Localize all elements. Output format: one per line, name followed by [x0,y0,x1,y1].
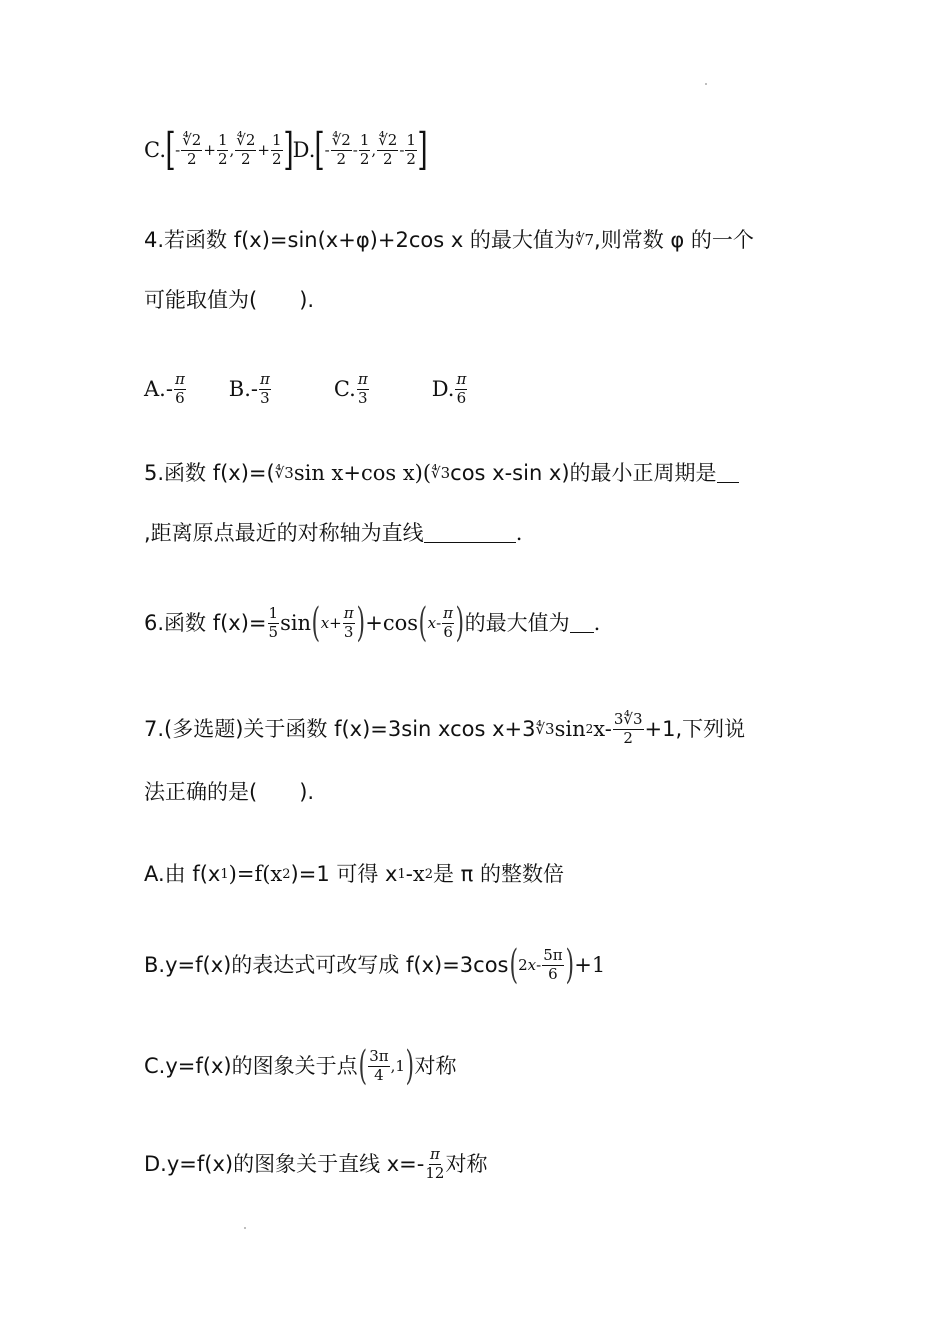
q4-text: 4.若函数 f(x)=sin(x+φ)+2cos x 的最大值为 [144,228,575,252]
q7-line1 [144,712,745,747]
q5-line2 [144,523,522,544]
fraction-1-over-2: $\frac{1}{2}$ [271,130,282,168]
fraction-root2-over-2: $\frac{∜2}{2}$ [236,130,256,168]
q5-text-1: 5.函数 f(x)=( [144,461,275,485]
fraction-1-over-5: $\frac{1}{5}$ [268,603,279,641]
minus: - [436,613,442,632]
minus: - [175,140,181,159]
bracket-close: ] [282,124,294,175]
q7-option-c: C.y=f(x)的图象关于点 ( $\frac{3\pi}{4}$ , 1 ) 对称 [144,1043,457,1089]
q7-text-2: x- [593,716,612,741]
q6-line [144,600,601,646]
q6-text-1: 6.函数 f(x)= [144,610,267,635]
paren-close: ) [455,600,465,646]
plus: + [329,613,342,632]
q4-option-b: B.- $\frac{\pi}{3}$ [228,370,270,407]
q4-option-a: A.- $\frac{\pi}{6}$ [144,370,185,407]
cos: +cos [365,610,418,635]
fraction-3root3-over-2: $\frac{3∜3}{2}$ [613,710,643,747]
paren-open: ( [418,600,428,646]
q7-option-b: B.y=f(x)的表达式可改写成 f(x)=3cos ( 2 x - $\frac{5\pi}{6}$ ) +1 [144,942,606,988]
sin: sin [554,716,586,741]
paren-open: ( [509,942,518,988]
q5-text-4: ,距离原点最近的对称轴为直线 [144,521,424,545]
minus: - [352,140,358,159]
plus: + [203,140,216,159]
paren-close: ) [565,942,574,988]
q7-option-a: A.由 f(x 1 )=f(x 2 )=1 可得 x 1 -x 2 是 π 的整数倍 [144,862,564,886]
fraction-3pi-over-4: $\frac{3\pi}{4}$ [369,1046,389,1084]
root-3: ∜3 [431,464,451,482]
bracket-open: [ [314,124,326,175]
bracket-close: ] [417,124,428,175]
q7-text-3: +1,下列说 [644,716,746,741]
speck-bottom [244,1227,246,1229]
fraction-root2-over-2: $\frac{∜2}{2}$ [331,130,351,168]
q4-text-2: 可能取值为( ). [144,288,315,312]
fraction-pi-over-3: $\frac{\pi}{3}$ [343,603,354,641]
speck-top [705,83,707,85]
q4-option-c: C. $\frac{\pi}{3}$ [333,370,368,407]
superscript-2: 2 [585,722,594,737]
option-c-label: C. [144,137,166,162]
period: . [593,610,601,635]
answer-blank-axis[interactable] [424,524,516,543]
paren-open: ( [311,600,321,646]
q6-text-2: 的最大值为 [464,610,570,635]
q4-options [144,372,510,407]
q7-option-d: D.y=f(x)的图象关于直线 x=- $\frac{\pi}{12}$ 对称 [144,1145,488,1182]
option-d-label: D. [292,137,316,162]
fraction-5pi-over-6: $\frac{5\pi}{6}$ [543,945,563,983]
q4-line2 [144,290,314,311]
paren-close: ) [405,1043,415,1089]
fraction-1-over-2: $\frac{1}{2}$ [406,130,416,168]
q5-line1 [144,463,739,484]
minus: - [399,140,405,159]
fraction-pi-over-6: $\frac{\pi}{6}$ [443,603,454,641]
minus: - [324,140,330,159]
q3-options-cd [144,124,428,175]
bracket-open: [ [165,124,176,175]
comma: , [229,140,235,159]
fraction-root2-over-2: $\frac{∜2}{2}$ [182,130,202,168]
paren-close: ) [356,600,365,646]
q5-text-2: sin x+cos x)( [293,461,432,485]
root-3: ∜3 [274,464,294,482]
fraction-1-over-2: $\frac{1}{2}$ [359,130,370,168]
sin: sin [280,610,312,635]
answer-blank-max[interactable] [570,614,594,633]
q7-text-4: 法正确的是( ). [144,780,315,804]
plus: + [257,140,270,159]
fraction-pi-over-12: $\frac{\pi}{12}$ [425,1145,445,1182]
paren-open: ( [358,1043,367,1089]
q7-text-1: 7.(多选题)关于函数 f(x)=3sin xcos x+3 [144,716,536,741]
q5-text-3: cos x-sin x)的最小正周期是 [450,461,717,485]
period: . [515,521,523,545]
fraction-1-over-2: $\frac{1}{2}$ [217,130,228,168]
q4-text-end: ,则常数 φ 的一个 [594,228,754,252]
comma: , [371,140,377,159]
fraction-root2-over-2: $\frac{∜2}{2}$ [378,130,398,168]
var-x: x [427,613,437,632]
answer-blank-period[interactable] [717,464,739,483]
q4-option-d: D. $\frac{\pi}{6}$ [431,370,467,407]
var-x: x [320,613,330,632]
root-7: ∜7 [574,231,595,249]
q7-line2 [144,782,314,803]
root-3: ∜3 [535,719,555,738]
q4-line1 [144,230,754,251]
